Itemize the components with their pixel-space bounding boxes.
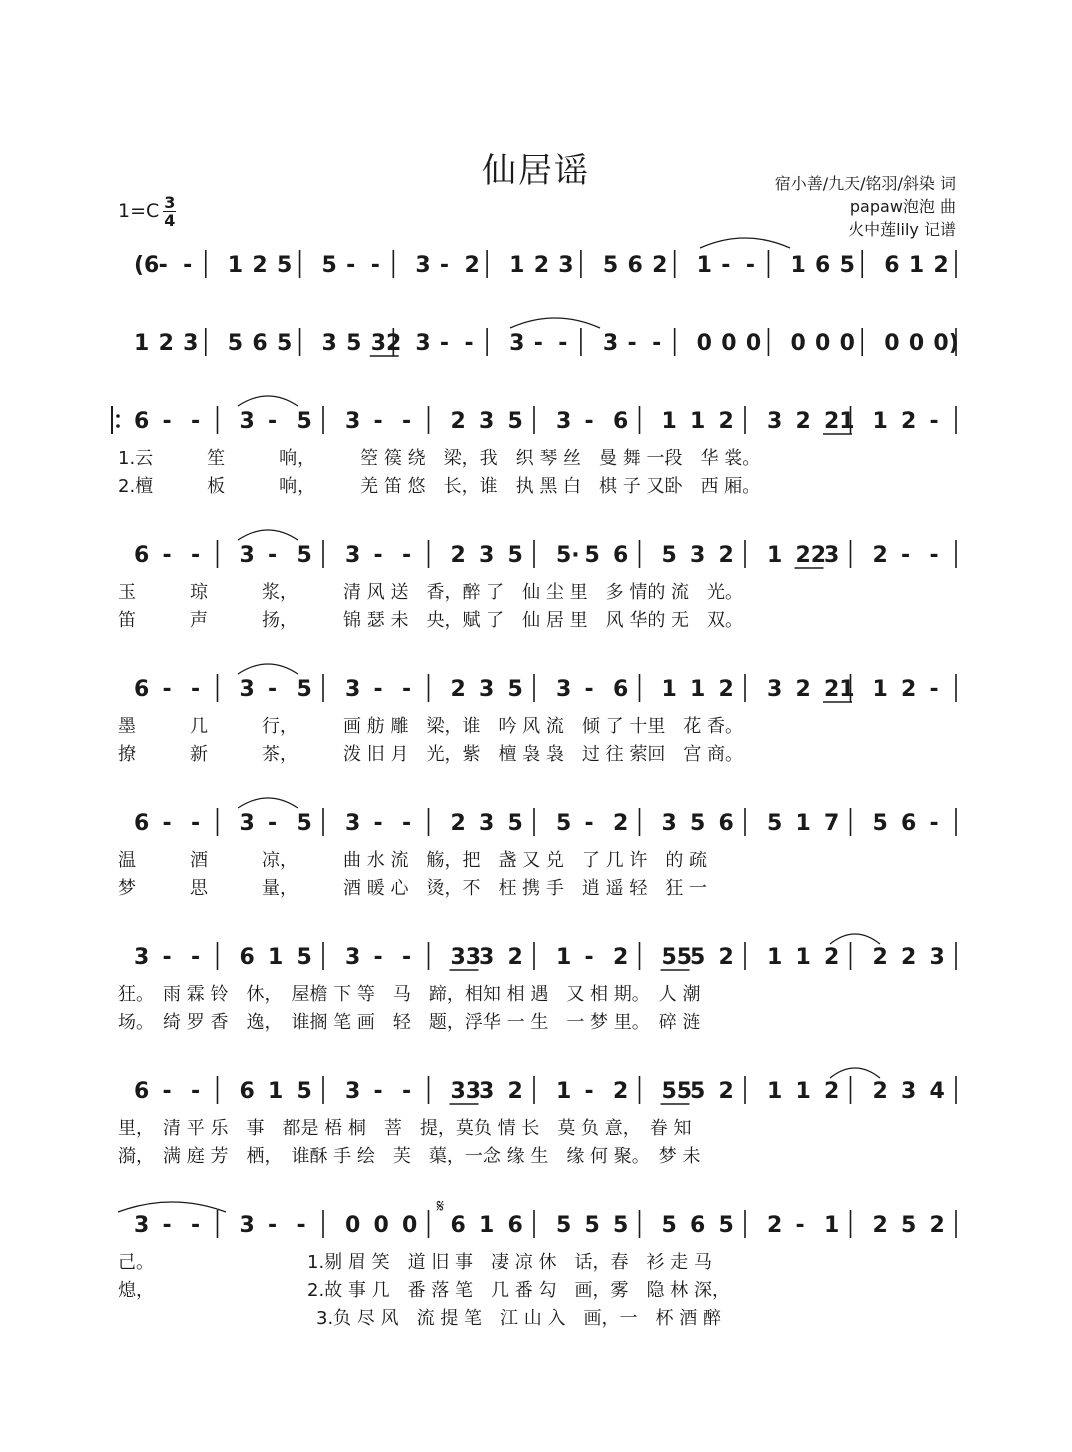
note: 5 bbox=[901, 1213, 917, 1238]
note: - bbox=[373, 543, 383, 568]
lyricist-credit: 宿小善/九天/铭羽/斜染 词 bbox=[774, 174, 956, 193]
note: - bbox=[346, 253, 356, 278]
lyric-line: 场。 绮 罗 香 逸， 谁搁 笔 画 轻 题，浮华 一 生 一 梦 里。 碎 涟 bbox=[118, 1012, 701, 1033]
note: 3 bbox=[345, 677, 361, 702]
note: 5 bbox=[690, 945, 706, 970]
note: 2 bbox=[901, 945, 917, 970]
note: 2 bbox=[872, 543, 888, 568]
note: - bbox=[162, 409, 172, 434]
note: - bbox=[162, 811, 172, 836]
note: 2 bbox=[464, 253, 480, 278]
time-signature-denominator: 4 bbox=[164, 210, 176, 230]
note: 1 bbox=[872, 409, 888, 434]
note: 3 bbox=[183, 331, 199, 356]
key-signature: 1=C bbox=[118, 200, 160, 222]
note: 5 bbox=[584, 543, 600, 568]
note: - bbox=[158, 253, 168, 278]
note: 3 bbox=[556, 409, 572, 434]
note: 3 bbox=[901, 1079, 917, 1104]
note: - bbox=[464, 331, 474, 356]
note: - bbox=[191, 945, 201, 970]
note: - bbox=[929, 677, 939, 702]
slur bbox=[510, 318, 600, 328]
note: 1 bbox=[509, 253, 525, 278]
note: 5 bbox=[602, 253, 619, 278]
note: 6 bbox=[901, 811, 917, 836]
repeat-dot bbox=[116, 424, 120, 428]
note: 2 bbox=[933, 253, 949, 278]
note: 21 bbox=[824, 409, 855, 434]
note: 3 bbox=[479, 409, 495, 434]
lyric-line: 漪， 满 庭 芳 栖， 谁酥 手 绘 芙 蕖，一念 缘 生 缘 何 聚。 梦 未 bbox=[118, 1146, 701, 1167]
note: - bbox=[162, 543, 172, 568]
note: 3 bbox=[345, 543, 361, 568]
note: 5 bbox=[296, 945, 312, 970]
note: 3 bbox=[661, 811, 677, 836]
note: 0 bbox=[815, 331, 831, 356]
note: - bbox=[183, 253, 193, 278]
note: 3 bbox=[767, 677, 783, 702]
note: 2 bbox=[718, 543, 734, 568]
note: 6 bbox=[627, 253, 643, 278]
note: - bbox=[162, 1079, 172, 1104]
note: 2 bbox=[901, 409, 917, 434]
note: 2 bbox=[533, 253, 550, 278]
note: - bbox=[745, 253, 755, 278]
note: 2 bbox=[872, 1213, 888, 1238]
lyric-line: 笛 声 扬， 锦 瑟 未 央，赋 了 仙 居 里 风 华的 无 双。 bbox=[118, 610, 744, 631]
note: - bbox=[558, 331, 568, 356]
note: 6 bbox=[134, 543, 150, 568]
lyric-line: 熄， 2.故 事 几 番 落 笔 几 番 勾 画，雾 隐 林 深， bbox=[118, 1280, 730, 1301]
note: 2 bbox=[450, 409, 466, 434]
note: 1 bbox=[661, 677, 677, 702]
note: 5 bbox=[556, 1213, 572, 1238]
note: 3 bbox=[415, 331, 431, 356]
note: 5 bbox=[690, 1079, 706, 1104]
note: 3 bbox=[558, 253, 574, 278]
note: 3 bbox=[479, 543, 495, 568]
note: 0 bbox=[696, 331, 712, 356]
note: 3 bbox=[824, 543, 840, 568]
note: - bbox=[162, 677, 172, 702]
note: 0 bbox=[402, 1213, 418, 1238]
note: 3 bbox=[415, 253, 431, 278]
note: 0 bbox=[721, 331, 737, 356]
note: - bbox=[402, 543, 412, 568]
lyric-line: 梦 思 量， 酒 暖 心 烫，不 枉 携 手 逍 遥 轻 狂 一 bbox=[118, 878, 708, 899]
note: 5· bbox=[556, 543, 580, 568]
note: - bbox=[268, 409, 278, 434]
note: (6 bbox=[134, 253, 160, 278]
note: 5 bbox=[507, 811, 523, 836]
note: 1 bbox=[268, 945, 284, 970]
note: - bbox=[268, 677, 278, 702]
note: 2 bbox=[718, 677, 734, 702]
note: 3 bbox=[479, 1079, 495, 1104]
note: 1 bbox=[908, 253, 925, 278]
note: 0 bbox=[373, 1213, 389, 1238]
note: 21 bbox=[824, 677, 855, 702]
note: 5 bbox=[507, 543, 523, 568]
note: 3 bbox=[134, 945, 150, 970]
note: 2 bbox=[795, 409, 811, 434]
slur bbox=[238, 798, 298, 808]
note: 6 bbox=[884, 253, 900, 278]
note: 6 bbox=[450, 1213, 466, 1238]
note: 1 bbox=[795, 945, 811, 970]
note: - bbox=[584, 1079, 594, 1104]
lyric-line: 1.云 笙 响， 箜 篌 绕 梁，我 织 琴 丝 曼 舞 一段 华 裳。 bbox=[118, 448, 761, 469]
note: 5 bbox=[296, 1079, 312, 1104]
note: 3 bbox=[345, 811, 361, 836]
note: 0 bbox=[884, 331, 900, 356]
note: - bbox=[929, 543, 939, 568]
note: 3 bbox=[479, 811, 495, 836]
note: 3 bbox=[345, 945, 361, 970]
note: - bbox=[296, 1213, 306, 1238]
note: 1 bbox=[134, 331, 150, 356]
transcriber-credit: 火中莲lily 记谱 bbox=[848, 220, 956, 239]
lyric-line: 狂。 雨 霖 铃 休， 屋檐 下 等 马 蹄，相知 相 遇 又 相 期。 人 潮 bbox=[118, 984, 701, 1005]
note: - bbox=[191, 811, 201, 836]
note: 3 bbox=[929, 945, 945, 970]
note: 0 bbox=[745, 331, 762, 356]
note: - bbox=[929, 409, 939, 434]
segno-sign: 𝄋 bbox=[436, 1196, 445, 1217]
note: 6 bbox=[613, 543, 629, 568]
note: 6 bbox=[815, 253, 831, 278]
note: 1 bbox=[690, 409, 706, 434]
note: 1 bbox=[661, 409, 677, 434]
note: 33 bbox=[450, 945, 482, 970]
lyric-line: 撩 新 茶， 泼 旧 月 光，紫 檀 袅 袅 过 往 萦回 宫 商。 bbox=[118, 744, 744, 765]
note: 1 bbox=[556, 945, 572, 970]
note: 2 bbox=[450, 811, 466, 836]
note: 7 bbox=[824, 811, 840, 836]
note: 0) bbox=[933, 331, 959, 356]
note: 5 bbox=[661, 1213, 677, 1238]
note: - bbox=[268, 543, 278, 568]
repeat-dot bbox=[116, 414, 120, 418]
note: 6 bbox=[507, 1213, 523, 1238]
note: 2 bbox=[613, 1079, 629, 1104]
note: 1 bbox=[872, 677, 888, 702]
slur bbox=[700, 238, 790, 248]
lyric-line: 温 酒 凉， 曲 水 流 觞，把 盏 又 兑 了 几 许 的 疏 bbox=[118, 850, 708, 871]
note: 5 bbox=[321, 253, 337, 278]
note: 1 bbox=[795, 811, 811, 836]
note: 6 bbox=[239, 945, 255, 970]
note: 1 bbox=[767, 945, 783, 970]
note: - bbox=[439, 331, 450, 356]
note: 3 bbox=[239, 811, 255, 836]
note: - bbox=[721, 253, 731, 278]
note: - bbox=[373, 945, 383, 970]
note: - bbox=[162, 1213, 172, 1238]
note: - bbox=[795, 1213, 805, 1238]
note: 1 bbox=[227, 253, 244, 278]
note: 3 bbox=[690, 543, 706, 568]
note: 6 bbox=[613, 409, 629, 434]
note: 3 bbox=[134, 1213, 150, 1238]
note: - bbox=[402, 409, 412, 434]
note: 5 bbox=[346, 331, 362, 356]
note: 1 bbox=[696, 253, 712, 278]
note: 3 bbox=[767, 409, 783, 434]
note: 5 bbox=[296, 677, 312, 702]
note: 5 bbox=[296, 543, 312, 568]
lyric-line: 2.檀 板 响， 羌 笛 悠 长，谁 执 黑 白 棋 子 又卧 西 厢。 bbox=[118, 476, 761, 497]
note: 6 bbox=[690, 1213, 706, 1238]
note: 1 bbox=[767, 1079, 783, 1104]
note: 6 bbox=[718, 811, 734, 836]
slur bbox=[238, 664, 298, 674]
note: - bbox=[373, 677, 383, 702]
note: 3 bbox=[602, 331, 619, 356]
note: 5 bbox=[584, 1213, 600, 1238]
note: 3 bbox=[345, 409, 361, 434]
note: - bbox=[533, 331, 543, 356]
slur bbox=[830, 934, 880, 944]
note: 2 bbox=[718, 1079, 734, 1104]
note: 3 bbox=[556, 677, 572, 702]
note: 6 bbox=[239, 1079, 255, 1104]
note: 2 bbox=[507, 1079, 523, 1104]
note: 0 bbox=[790, 331, 806, 356]
note: - bbox=[191, 1213, 201, 1238]
note: 2 bbox=[718, 945, 734, 970]
note: - bbox=[584, 409, 594, 434]
note: 1 bbox=[479, 1213, 495, 1238]
lyric-line: 玉 琼 浆， 清 风 送 香，醉 了 仙 尘 里 多 情的 流 光。 bbox=[118, 582, 744, 603]
note: 5 bbox=[661, 543, 677, 568]
note: 3 bbox=[321, 331, 337, 356]
note: - bbox=[162, 945, 172, 970]
note: 5 bbox=[556, 811, 572, 836]
note: - bbox=[373, 409, 383, 434]
note: - bbox=[402, 677, 412, 702]
note: 2 bbox=[613, 811, 629, 836]
slur bbox=[830, 1068, 880, 1078]
slur bbox=[118, 1202, 226, 1212]
note: - bbox=[191, 409, 201, 434]
note: 1 bbox=[795, 1079, 811, 1104]
note: 2 bbox=[824, 1079, 840, 1104]
note: 2 bbox=[450, 677, 466, 702]
note: 1 bbox=[268, 1079, 284, 1104]
note: - bbox=[584, 811, 594, 836]
note: 3 bbox=[239, 1213, 255, 1238]
note: 1 bbox=[824, 1213, 840, 1238]
note: - bbox=[373, 811, 383, 836]
note: - bbox=[268, 811, 278, 836]
note: - bbox=[402, 811, 412, 836]
note: 2 bbox=[872, 1079, 888, 1104]
note: 2 bbox=[767, 1213, 783, 1238]
note: 1 bbox=[690, 677, 706, 702]
note: 5 bbox=[613, 1213, 629, 1238]
note: - bbox=[652, 331, 662, 356]
note: 0 bbox=[908, 331, 925, 356]
note: - bbox=[191, 543, 201, 568]
note: 2 bbox=[795, 677, 811, 702]
note: - bbox=[627, 331, 637, 356]
note: 1 bbox=[556, 1079, 572, 1104]
note: 5 bbox=[872, 811, 888, 836]
slur bbox=[238, 530, 298, 540]
note: 3 bbox=[509, 331, 525, 356]
slur bbox=[238, 396, 298, 406]
note: 5 bbox=[276, 331, 293, 356]
note: 5 bbox=[767, 811, 783, 836]
note: 33 bbox=[450, 1079, 482, 1104]
note: 6 bbox=[252, 331, 268, 356]
song-title: 仙居谣 bbox=[482, 151, 590, 191]
note: 3 bbox=[239, 677, 255, 702]
note: 5 bbox=[296, 811, 312, 836]
note: 2 bbox=[450, 543, 466, 568]
note: 2 bbox=[652, 253, 668, 278]
note: 5 bbox=[507, 677, 523, 702]
note: 6 bbox=[134, 677, 150, 702]
note: 2 bbox=[158, 331, 174, 356]
composer-credit: papaw泡泡 曲 bbox=[849, 197, 956, 216]
note: 32 bbox=[370, 331, 402, 356]
note: 22 bbox=[795, 543, 827, 568]
note: 1 bbox=[767, 543, 783, 568]
note: 55 bbox=[661, 945, 693, 970]
note: 5 bbox=[839, 253, 855, 278]
note: 5 bbox=[718, 1213, 734, 1238]
note: - bbox=[584, 945, 594, 970]
note: 3 bbox=[345, 1079, 361, 1104]
note: - bbox=[370, 253, 380, 278]
lyric-line: 墨 几 行， 画 舫 雕 梁，谁 吟 风 流 倾 了 十里 花 香。 bbox=[118, 716, 744, 737]
note: - bbox=[268, 1213, 278, 1238]
lyric-line: 里， 清 平 乐 事 都是 梧 桐 菩 提，莫负 情 长 莫 负 意， 眷 知 bbox=[118, 1118, 692, 1139]
note: - bbox=[373, 1079, 383, 1104]
note: - bbox=[191, 677, 201, 702]
note: - bbox=[901, 543, 911, 568]
note: 2 bbox=[507, 945, 523, 970]
note: 6 bbox=[134, 1079, 150, 1104]
note: 2 bbox=[613, 945, 629, 970]
note: 1 bbox=[790, 253, 806, 278]
note: 0 bbox=[839, 331, 855, 356]
note: 4 bbox=[929, 1079, 945, 1104]
note: - bbox=[584, 677, 594, 702]
note: 5 bbox=[276, 253, 293, 278]
note: 2 bbox=[824, 945, 840, 970]
note: 5 bbox=[507, 409, 523, 434]
note: 55 bbox=[661, 1079, 693, 1104]
note: 2 bbox=[872, 945, 888, 970]
time-signature-numerator: 3 bbox=[164, 192, 176, 212]
note: 3 bbox=[479, 945, 495, 970]
note: 2 bbox=[901, 677, 917, 702]
note: 3 bbox=[239, 409, 255, 434]
note: 3 bbox=[479, 677, 495, 702]
note: 3 bbox=[239, 543, 255, 568]
note: 0 bbox=[345, 1213, 361, 1238]
note: 2 bbox=[252, 253, 268, 278]
note: - bbox=[191, 1079, 201, 1104]
note: 2 bbox=[929, 1213, 945, 1238]
note: - bbox=[402, 945, 412, 970]
note: 6 bbox=[613, 677, 629, 702]
note: 2 bbox=[718, 409, 734, 434]
note: - bbox=[402, 1079, 412, 1104]
note: 5 bbox=[690, 811, 706, 836]
note: 6 bbox=[134, 409, 150, 434]
note: 5 bbox=[296, 409, 312, 434]
note: - bbox=[929, 811, 939, 836]
lyric-line: 己。 1.剔 眉 笑 道 旧 事 凄 凉 休 话，春 衫 走 马 bbox=[118, 1252, 712, 1273]
note: - bbox=[439, 253, 450, 278]
lyric-line: 3.负 尽 风 流 提 笔 江 山 入 画，一 杯 酒 醉 bbox=[118, 1308, 721, 1329]
note: 5 bbox=[227, 331, 244, 356]
note: 6 bbox=[134, 811, 150, 836]
